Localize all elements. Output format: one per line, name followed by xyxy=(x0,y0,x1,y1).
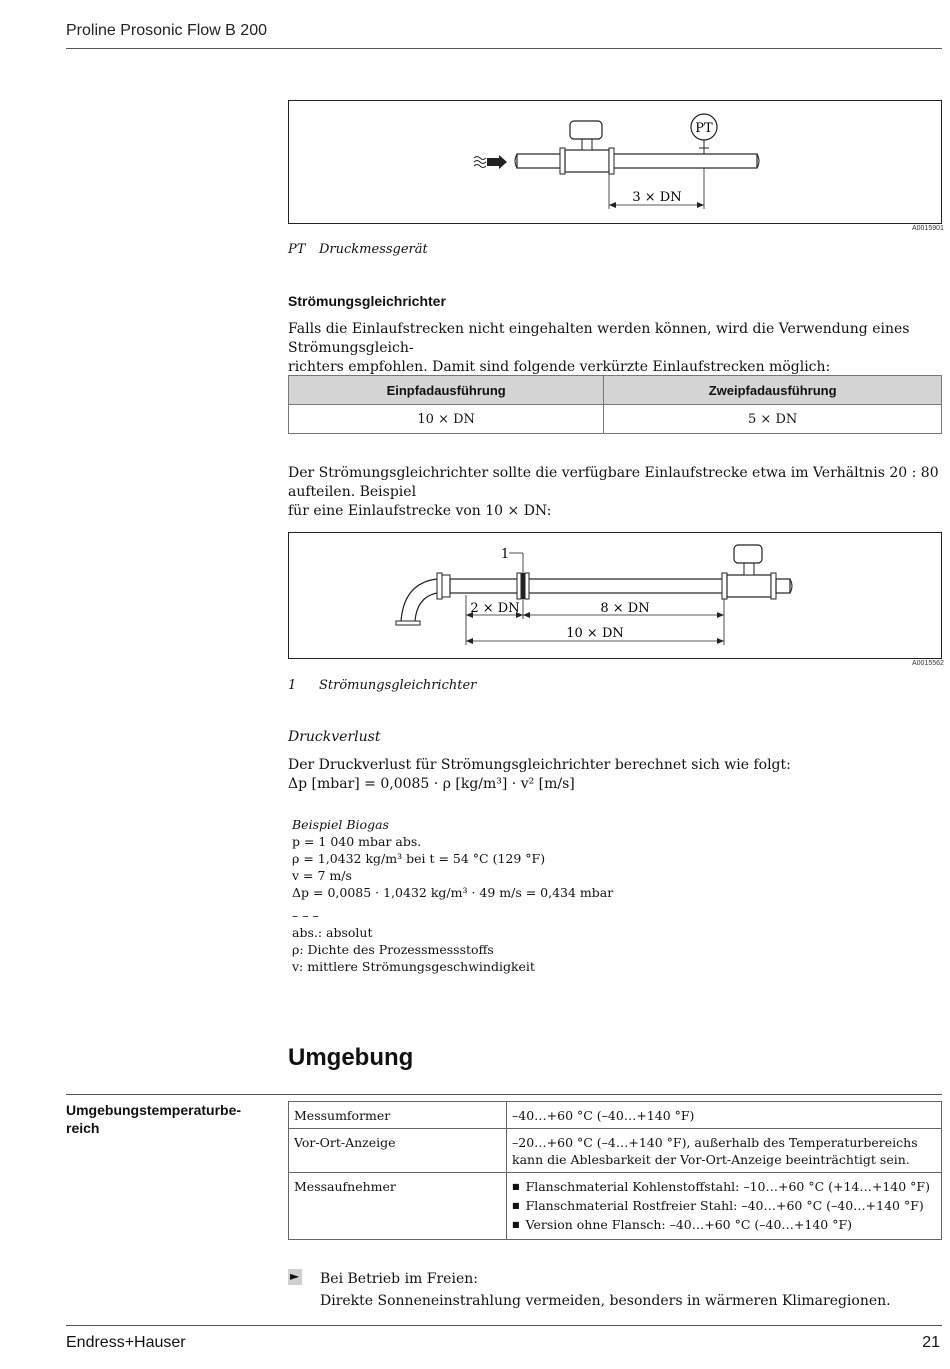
flow-arrow-icon xyxy=(474,155,507,169)
section-title: Umgebung xyxy=(288,1044,414,1071)
list-item: ■ Version ohne Flansch: –40…+60 °C (–40…+140 °F) xyxy=(512,1216,936,1235)
text-line: Umgebungstemperaturbe- xyxy=(66,1102,242,1118)
table-cell-label: Messumformer xyxy=(289,1102,507,1129)
example-note: ρ: Dichte des Prozessmessstoffs xyxy=(292,942,494,957)
section-rule xyxy=(66,1094,942,1095)
table-cell-label: Vor-Ort-Anzeige xyxy=(289,1129,507,1173)
transmitter-icon xyxy=(570,121,602,139)
section-heading: Strömungsgleichrichter xyxy=(288,293,446,309)
pipe-diagram-2 xyxy=(289,533,941,658)
figure-flow-conditioner xyxy=(288,532,942,659)
table-cell-label: Messaufnehmer xyxy=(289,1173,507,1240)
dimension-label: 2 × DN xyxy=(470,601,520,616)
pressure-loss-paragraph xyxy=(288,756,940,794)
running-header: Proline Prosonic Flow B 200 xyxy=(66,22,267,39)
figure-legend xyxy=(288,242,428,257)
bullet-list xyxy=(512,1178,936,1235)
flange xyxy=(609,148,614,174)
pt-label: PT xyxy=(695,121,713,136)
sensor-body xyxy=(565,150,609,172)
table-cell: 10 × DN xyxy=(289,405,604,434)
ratio-paragraph xyxy=(288,464,948,521)
flange xyxy=(437,573,442,599)
page-number: 21 xyxy=(922,1334,940,1351)
transmitter-icon xyxy=(734,545,762,563)
temperature-range-table xyxy=(288,1101,942,1240)
table-cell-value: –20…+60 °C (–4…+140 °F), außerhalb des Temperaturbereichs kann die Ablesbarkeit der Vor-Ort-Anzeige beeinträchtigt sein. xyxy=(507,1129,942,1173)
formula: Δp [mbar] = 0,0085 · ρ [kg/m³] · v² [m/s] xyxy=(288,776,575,792)
intro-paragraph xyxy=(288,320,948,377)
callout-number: 1 xyxy=(500,547,510,562)
example-line: p = 1 040 mbar abs. xyxy=(292,834,422,849)
example-line: Δp = 0,0085 · 1,0432 kg/m³ · 49 m/s = 0,434 mbar xyxy=(292,885,614,900)
example-line: v = 7 m/s xyxy=(292,868,352,883)
legend-text: Strömungsgleichrichter xyxy=(319,678,477,693)
dimension-label: 10 × DN xyxy=(566,626,624,641)
table-cell: 5 × DN xyxy=(604,405,942,434)
note-arrow-icon xyxy=(288,1269,302,1285)
table-row xyxy=(289,405,942,434)
list-item: ■ Flanschmaterial Rostfreier Stahl: –40…+60 °C (–40…+140 °F) xyxy=(512,1197,936,1216)
legend-text: Druckmessgerät xyxy=(319,242,428,257)
dimension-label: 3 × DN xyxy=(632,190,682,205)
footer-company: Endress+Hauser xyxy=(66,1334,186,1351)
example-note: v: mittlere Strömungsgeschwindigkeit xyxy=(292,959,535,974)
pipe xyxy=(450,579,760,593)
table-cell-value: –40…+60 °C (–40…+140 °F) xyxy=(507,1102,942,1129)
text-line: für eine Einlaufstrecke von 10 × DN: xyxy=(288,503,552,519)
figure-legend xyxy=(288,678,476,693)
table-header: Zweipfadausführung xyxy=(604,376,942,405)
example-block xyxy=(292,816,613,975)
table-cell-value xyxy=(507,1173,942,1240)
note-text xyxy=(320,1268,891,1312)
example-note: abs.: absolut xyxy=(292,925,373,940)
flow-conditioner-plate xyxy=(521,573,525,599)
figure-id: A0015562 xyxy=(912,660,944,667)
footer-rule xyxy=(66,1325,942,1326)
flange xyxy=(771,573,776,599)
inlet-run-table xyxy=(288,375,942,434)
list-item: ■ Flanschmaterial Kohlenstoffstahl: –10…+60 °C (+14…+140 °F) xyxy=(512,1178,936,1197)
legend-key: PT xyxy=(288,242,306,257)
table-row xyxy=(289,1102,942,1129)
text-line: Falls die Einlaufstrecken nicht eingehalten werden können, wird die Verwendung eines Strömungsgleich- xyxy=(288,321,910,356)
example-line: ρ = 1,0432 kg/m³ bei t = 54 °C (129 °F) xyxy=(292,851,546,866)
figure-id: A0015901 xyxy=(912,225,944,232)
flange xyxy=(722,573,727,599)
dimension-label: 8 × DN xyxy=(600,601,650,616)
table-row xyxy=(289,1129,942,1173)
side-label xyxy=(66,1101,256,1137)
legend-key: 1 xyxy=(288,678,297,693)
pipe-diagram-1 xyxy=(289,101,941,223)
text-line: richters empfohlen. Damit sind folgende verkürzte Einlaufstrecken möglich: xyxy=(288,359,831,375)
text-line: reich xyxy=(66,1120,100,1136)
text-line: Der Druckverlust für Strömungsgleichrichter berechnet sich wie folgt: xyxy=(288,757,791,773)
elbow-flange xyxy=(396,621,420,625)
figure-pressure-gauge-position xyxy=(288,100,942,224)
subsection-heading: Druckverlust xyxy=(288,729,381,745)
note-arrow-glyph: ► xyxy=(290,1269,300,1283)
text-line: Der Strömungsgleichrichter sollte die verfügbare Einlaufstrecke etwa im Verhältnis 20 : 80 aufteilen. Beispiel xyxy=(288,465,939,500)
text-line: Bei Betrieb im Freien: xyxy=(320,1271,478,1287)
table-header-row xyxy=(289,376,942,405)
text-line: Direkte Sonneneinstrahlung vermeiden, besonders in wärmeren Klimaregionen. xyxy=(320,1293,891,1309)
separator: – – – xyxy=(292,908,319,923)
example-title: Beispiel Biogas xyxy=(292,817,389,832)
flange xyxy=(560,148,565,174)
header-rule xyxy=(66,48,942,49)
table-row xyxy=(289,1173,942,1240)
sensor-body xyxy=(727,575,771,597)
pipe xyxy=(517,154,757,168)
table-header: Einpfadausführung xyxy=(289,376,604,405)
